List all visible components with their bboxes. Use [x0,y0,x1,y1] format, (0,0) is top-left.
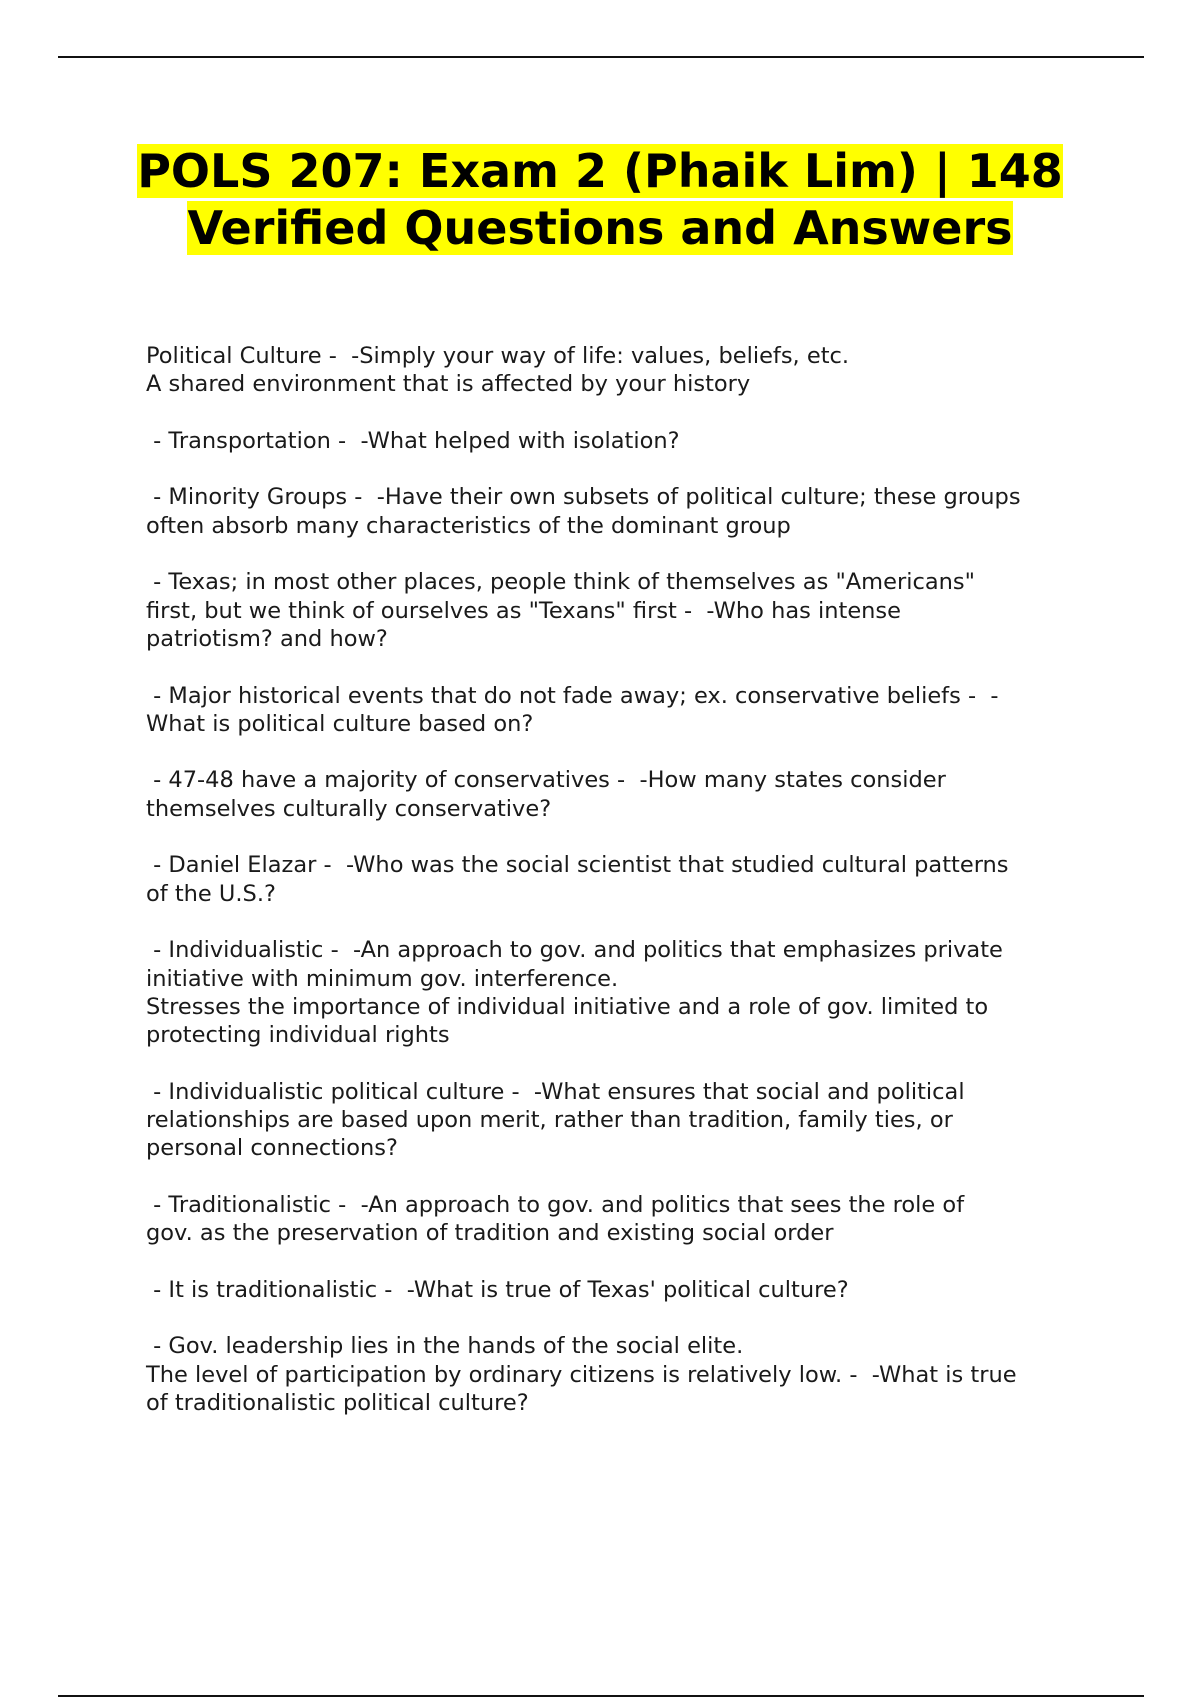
qa-entry: - It is traditionalistic - -What is true of Texas' political culture? [146,1276,849,1303]
qa-entry: - Daniel Elazar - -Who was the social scientist that studied cultural patterns of the U.S.? [146,852,1009,907]
qa-entry: - Transportation - -What helped with isolation? [146,427,680,454]
title-block [100,143,1100,257]
bottom-rule [58,1695,1144,1697]
qa-entry: - Gov. leadership lies in the hands of the social elite. The level of participation by ordinary citizens is relatively low. - -What is true of traditionalistic political culture? [146,1333,1017,1416]
qa-list [146,342,1096,1446]
top-rule [58,56,1144,58]
qa-entry: - Individualistic - -An approach to gov. and politics that emphasizes private initiative with minimum gov. interference. Stresses the importance of individual initiative and a role of gov. limited to protecting individual rights [146,937,1003,1049]
document-title: POLS 207: Exam 2 (Phaik Lim) | 148 Verified Questions and Answers [137,144,1063,255]
qa-entry: Political Culture - -Simply your way of life: values, beliefs, etc. A shared environment that is affected by your history [146,343,850,398]
qa-entry: - Texas; in most other places, people think of themselves as "Americans" first, but we think of ourselves as "Texans" first - -Who has intense patriotism? and how? [146,569,975,652]
qa-entry: - Major historical events that do not fade away; ex. conservative beliefs - - What is political culture based on? [146,682,999,737]
qa-entry: - Minority Groups - -Have their own subsets of political culture; these groups often absorb many characteristics of the dominant group [146,484,1021,539]
qa-entry: - Individualistic political culture - -What ensures that social and political relationships are based upon merit, rather than tradition, family ties, or personal connections? [146,1078,965,1162]
qa-entry: - 47-48 have a majority of conservatives - -How many states consider themselves culturally conservative? [146,767,946,822]
qa-entry: - Traditionalistic - -An approach to gov. and politics that sees the role of gov. as the preservation of tradition and existing social order [146,1191,965,1247]
